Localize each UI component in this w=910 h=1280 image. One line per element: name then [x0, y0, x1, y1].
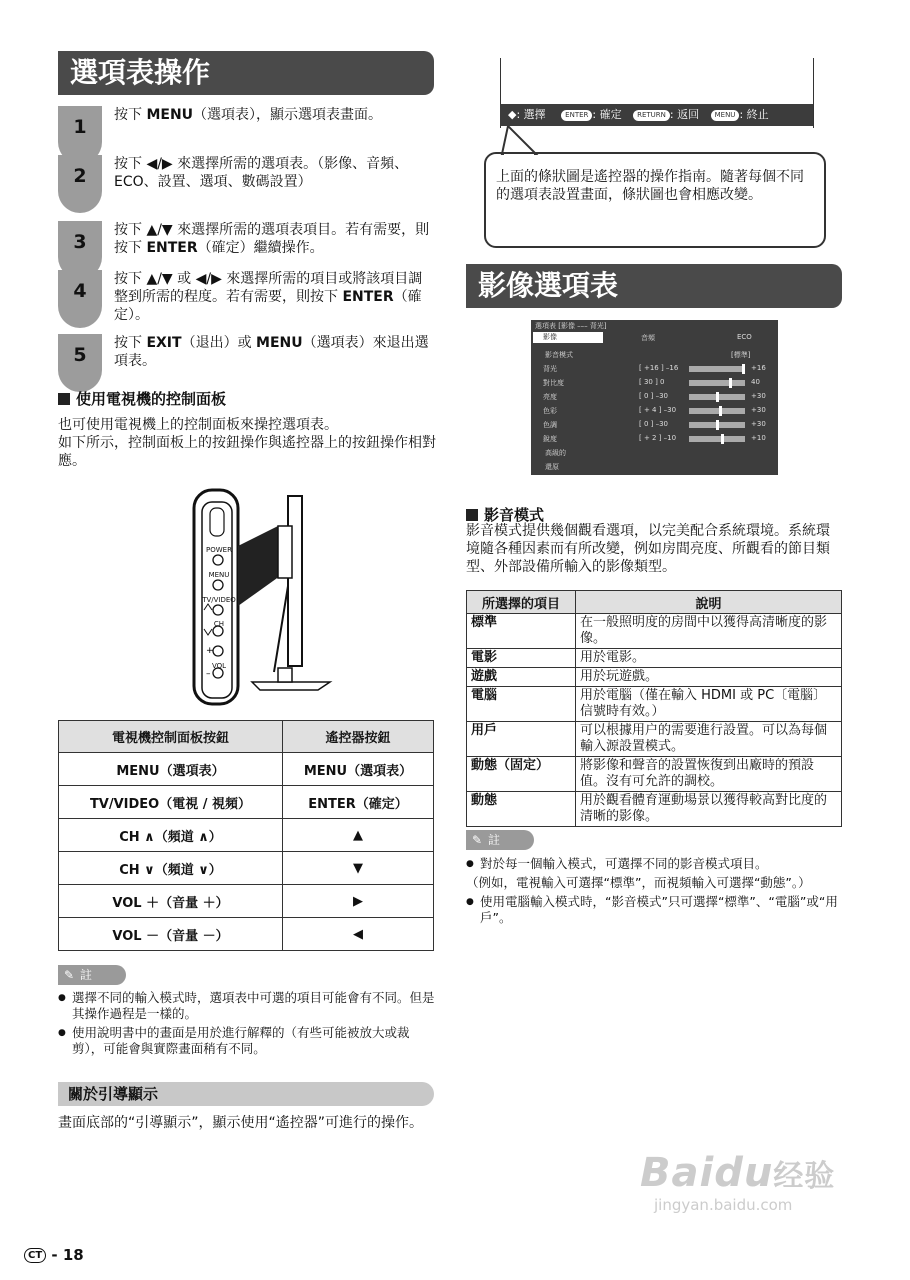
setting-slider [689, 408, 745, 414]
setting-label: 色彩 [543, 407, 557, 415]
mode-desc-cell: 可以根據用户的需要進行設置。可以為每個輸入源設置模式。 [576, 722, 842, 757]
guide-strip: ◆: 選擇 ENTER : 確定 RETURN : 返回 MENU : 終止 [500, 104, 813, 126]
menu-screen-header: 選項表 [影像 ––– 背光] [535, 322, 607, 330]
left-notes-list [58, 990, 438, 1060]
table-cell: ◀ [283, 918, 434, 951]
picture-menu-screenshot [531, 320, 778, 475]
slider-knob [716, 392, 719, 402]
mode-desc-cell: 在一般照明度的房間中以獲得高清晰度的影像。 [576, 614, 842, 649]
control-panel-mapping-table [58, 720, 434, 951]
table-cell: VOL －（音量 －） [59, 918, 283, 951]
setting-max: 40 [751, 378, 760, 386]
mode-name-cell: 動態（固定） [467, 757, 576, 792]
step-number-badge: 4 [58, 270, 102, 328]
setting-max: +30 [751, 420, 766, 428]
menu-reset: 還原 [545, 463, 559, 471]
mode-desc-cell: 用於玩遊戲。 [576, 668, 842, 687]
table-cell: TV/VIDEO（電視 / 視頻） [59, 786, 283, 819]
tv-tvvideo-label: TV/VIDEO [202, 596, 236, 604]
table-header: 遙控器按鈕 [283, 721, 434, 753]
slider-knob [716, 420, 719, 430]
mode-name-cell: 遊戲 [467, 668, 576, 687]
table-row [467, 649, 842, 668]
language-badge: CT [24, 1248, 46, 1263]
mode-name-cell: 用戶 [467, 722, 576, 757]
menu-setting-row [543, 362, 775, 376]
table-cell: CH ∨（頻道 ∨） [59, 852, 283, 885]
table-cell: MENU（選項表） [283, 753, 434, 786]
svg-text:–: – [206, 669, 211, 679]
table-row [59, 786, 434, 819]
step-number-badge: 2 [58, 155, 102, 213]
guide-callout: 上面的條狀圖是遙控器的操作指南。隨著每個不同的選項表設置畫面，條狀圖也會相應改變。 [484, 152, 826, 248]
table-row [59, 885, 434, 918]
av-mode-description: 影音模式提供幾個觀看選項，以完美配合系統環境。系統環境隨各種因素而有所改變，例如房間亮度、所觀看的節目類型、外部設備所輸入的影像類型。 [466, 523, 830, 575]
av-mode-heading: 影音模式 [466, 504, 544, 525]
table-row [467, 614, 842, 649]
mode-name-cell: 電腦 [467, 687, 576, 722]
section-title-picture-menu: 影像選項表 [466, 264, 842, 308]
table-row [467, 792, 842, 827]
table-cell: VOL ＋（音量 ＋） [59, 885, 283, 918]
step-number-badge: 1 [58, 106, 102, 164]
table-cell: ▶ [283, 885, 434, 918]
menu-pill: MENU [711, 110, 740, 121]
note-item: ● 使用說明書中的畫面是用於進行解釋的（有些可能被放大或裁剪），可能會與實際畫面稍有不同。 [58, 1025, 438, 1057]
note-item: ● 對於每一個輸入模式，可選擇不同的影音模式項目。 [466, 856, 842, 872]
menu-tab-picture: 影像 [533, 332, 603, 343]
watermark-url: jingyan.baidu.com [654, 1196, 793, 1214]
setting-label: 色調 [543, 421, 557, 429]
setting-max: +10 [751, 434, 766, 442]
table-row [467, 757, 842, 792]
setting-range: [ 0 ] –30 [639, 392, 668, 400]
baidu-watermark [640, 1150, 835, 1214]
av-mode-table [466, 590, 842, 827]
note-tag: ✎ 註 [466, 830, 534, 850]
mode-desc-cell: 將影像和聲音的設置恢復到出廠時的預設值。沒有可允許的調校。 [576, 757, 842, 792]
table-row [59, 918, 434, 951]
mode-desc-cell: 用於觀看體育運動場景以獲得較高對比度的清晰的影像。 [576, 792, 842, 827]
tv-power-label: POWER [206, 546, 232, 554]
menu-setting-row [543, 418, 775, 432]
tv-menu-label: MENU [208, 571, 230, 579]
guide-display-description: 畫面底部的“引導顯示”，顯示使用“遙控器”可進行的操作。 [58, 1115, 424, 1131]
table-row [467, 687, 842, 722]
slider-knob [719, 406, 722, 416]
page-number: 18 [62, 1246, 84, 1264]
table-row [467, 668, 842, 687]
setting-max: +30 [751, 392, 766, 400]
setting-slider [689, 366, 745, 372]
slider-knob [742, 364, 745, 374]
setting-range: [ 30 ] 0 [639, 378, 665, 386]
step-text: 按下 MENU（選項表），顯示選項表畫面。 [114, 107, 383, 123]
control-panel-description: 也可使用電視機上的控制面板來操控選項表。 如下所示，控制面板上的按鈕操作與遙控器上的按鈕操作相對應。 [58, 417, 436, 469]
menu-av-mode-label: 影音模式 [545, 351, 573, 359]
note-item: ● 使用電腦輸入模式時，“影音模式”只可選擇“標準”、“電腦”或“用戶”。 [466, 894, 842, 926]
setting-label: 銳度 [543, 435, 557, 443]
setting-max: +30 [751, 406, 766, 414]
menu-tab-audio: 音頻 [641, 334, 655, 342]
table-cell: MENU（選項表） [59, 753, 283, 786]
page-footer: CT - 18 [24, 1246, 84, 1264]
setting-range: [ + 4 ] –30 [639, 406, 677, 414]
watermark-brand: Baidu [640, 1150, 774, 1196]
control-panel-heading: 使用電視機的控制面板 [58, 388, 226, 409]
mode-desc-cell: 用於電腦（僅在輸入 HDMI 或 PC〔電腦〕信號時有效。） [576, 687, 842, 722]
setting-label: 對比度 [543, 379, 564, 387]
right-notes-list [466, 856, 842, 929]
step-text: 按下 EXIT（退出）或 MENU（選項表）來退出選項表。 [114, 335, 429, 369]
select-arrows-label: ◆: 選擇 [508, 108, 546, 121]
menu-tab-eco: ECO [737, 333, 752, 341]
paperclip-icon: ✎ [64, 968, 75, 982]
menu-setting-row [543, 432, 775, 446]
note-item: ● 選擇不同的輸入模式時，選項表中可選的項目可能會有不同。但是其操作過程是一樣的。 [58, 990, 438, 1022]
menu-setting-row [543, 390, 775, 404]
menu-setting-row [543, 376, 775, 390]
setting-slider [689, 380, 745, 386]
section-title-menu-operation: 選項表操作 [58, 51, 434, 95]
table-header: 所選擇的項目 [467, 591, 576, 614]
step-text: 按下 ◀/▶ 來選擇所需的選項表。（影像、音頻、ECO、設置、選項、數碼設置） [114, 156, 409, 190]
enter-pill: ENTER [561, 110, 592, 121]
slider-knob [729, 378, 732, 388]
setting-max: +16 [751, 364, 766, 372]
table-header: 說明 [576, 591, 842, 614]
watermark-brand-cn: 经验 [773, 1159, 836, 1194]
menu-setting-row [543, 404, 775, 418]
table-row [59, 819, 434, 852]
tv-vol-label: VOL [211, 662, 227, 670]
return-pill: RETURN [633, 110, 670, 121]
step-text: 按下 ▲/▼ 或 ◀/▶ 來選擇所需的項目或將該項目調整到所需的程度。若有需要，則按下 ENTER（確定）。 [114, 271, 423, 323]
setting-label: 背光 [543, 365, 557, 373]
note-item: （例如，電視輸入可選擇“標準”，而視頻輸入可選擇“動態”。） [466, 875, 811, 890]
note-tag: ✎ 註 [58, 965, 126, 985]
setting-label: 亮度 [543, 393, 557, 401]
step-text: 按下 ▲/▼ 來選擇所需的選項表項目。若有需要，則按下 ENTER（確定）繼續操作。 [114, 222, 430, 256]
table-cell: ENTER（確定） [283, 786, 434, 819]
tv-ch-label: CH [213, 620, 225, 628]
setting-slider [689, 436, 745, 442]
menu-av-mode-value: [標準] [731, 351, 751, 359]
setting-range: [ + 2 ] –10 [639, 434, 677, 442]
guide-display-heading: 關於引導顯示 [58, 1082, 434, 1106]
slider-knob [721, 434, 724, 444]
menu-advanced: 高級的 [545, 449, 566, 457]
table-header: 電視機控制面板按鈕 [59, 721, 283, 753]
mode-name-cell: 電影 [467, 649, 576, 668]
setting-slider [689, 394, 745, 400]
table-cell: ▲ [283, 819, 434, 852]
mode-name-cell: 動態 [467, 792, 576, 827]
mode-desc-cell: 用於電影。 [576, 649, 842, 668]
table-cell: CH ∧（頻道 ∧） [59, 819, 283, 852]
table-cell: ▼ [283, 852, 434, 885]
table-row [59, 852, 434, 885]
setting-range: [ 0 ] –30 [639, 420, 668, 428]
paperclip-icon: ✎ [472, 833, 483, 847]
table-row [467, 722, 842, 757]
step-number-badge: 5 [58, 334, 102, 392]
mode-name-cell: 標準 [467, 614, 576, 649]
setting-slider [689, 422, 745, 428]
setting-range: [ +16 ] –16 [639, 364, 679, 372]
svg-text:+: + [206, 646, 214, 656]
step-number-badge: 3 [58, 221, 102, 279]
table-row [59, 753, 434, 786]
